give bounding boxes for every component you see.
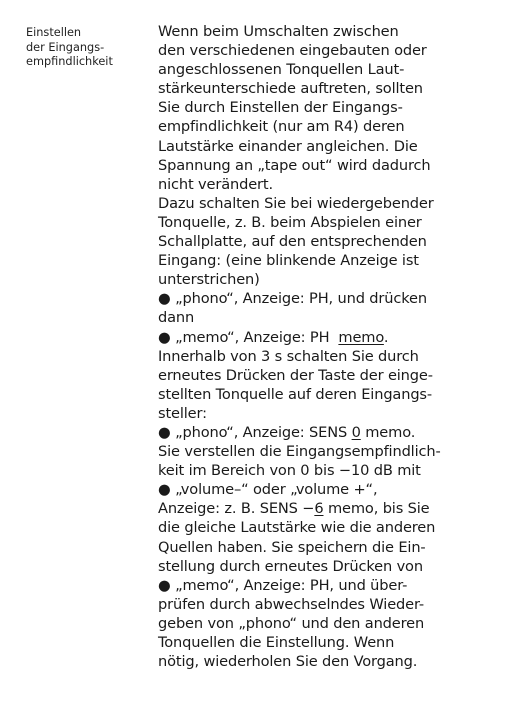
section-heading-line: empfindlichkeit [26,55,113,68]
body-line [158,423,516,442]
body-line: Schallplatte, auf den entsprechenden [158,233,427,251]
body-line: nötig, wiederholen Sie den Vorgang. [158,653,418,671]
body-line: Quellen haben. Sie speichern die Ein- [158,538,426,556]
body-line: Spannung an „tape out“ wird dadurch [158,156,431,174]
body-line: prüfen durch abwechselndes Wieder- [158,595,425,613]
body-line-text: memo. [360,423,416,441]
blinking-display-value: memo [338,328,384,346]
body-line: Sie durch Einstellen der Eingangs- [158,99,403,117]
body-line: die gleiche Lautstärke wie die anderen [158,519,436,537]
body-line [158,328,516,347]
body-line: empfindlichkeit (nur am R4) deren [158,118,405,136]
body-line: ● „memo“, Anzeige: PH, und über- [158,576,408,594]
section-heading-line: Einstellen [26,26,82,39]
body-line: ● „phono“, Anzeige: PH, und drücken [158,290,427,308]
body-line: Eingang: (eine blinkende Anzeige ist [158,252,419,270]
body-line-text: memo, bis Sie [323,500,430,518]
body-line: geben von „phono“ und den anderen [158,614,425,632]
blinking-display-value: 6 [314,500,324,518]
body-line: Wenn beim Umschalten zwischen [158,23,399,40]
body-line: Dazu schalten Sie bei wiedergebender [158,194,434,212]
body-text [158,22,516,671]
body-line: Innerhalb von 3 s schalten Sie durch [158,347,419,365]
body-line: stellung durch erneutes Drücken von [158,557,423,575]
body-line-text: ● „phono“, Anzeige: SENS [158,423,352,441]
body-line: keit im Bereich von 0 bis −10 dB mit [158,462,421,480]
body-line: den verschiedenen eingebauten oder [158,42,427,60]
body-line: stärkeunterschiede auftreten, sollten [158,80,423,98]
body-line: erneutes Drücken der Taste der einge- [158,366,433,384]
blinking-display-value: 0 [351,423,361,441]
body-line-text: . [383,328,389,346]
body-line: Sie verstellen die Eingangsempfindlich- [158,443,441,461]
section-heading-line: der Eingangs- [26,40,105,54]
body-line: Lautstärke einander angleichen. Die [158,137,418,155]
body-line: angeschlossenen Tonquellen Laut- [158,61,405,79]
body-line-text: ● „memo“, Anzeige: PH [158,328,339,346]
body-line: nicht verändert. [158,175,273,193]
body-line: steller: [158,404,207,422]
body-line-text: Anzeige: z. B. SENS − [158,500,315,518]
body-line [158,499,516,518]
body-line: stellten Tonquelle auf deren Eingangs- [158,385,433,403]
body-line: ● „volume–“ oder „volume +“, [158,481,378,499]
body-line: Tonquelle, z. B. beim Abspielen einer [158,213,422,231]
body-line: unterstrichen) [158,271,260,289]
section-heading [26,26,156,70]
body-line: Tonquellen die Einstellung. Wenn [158,634,395,651]
body-line: dann [158,309,195,327]
